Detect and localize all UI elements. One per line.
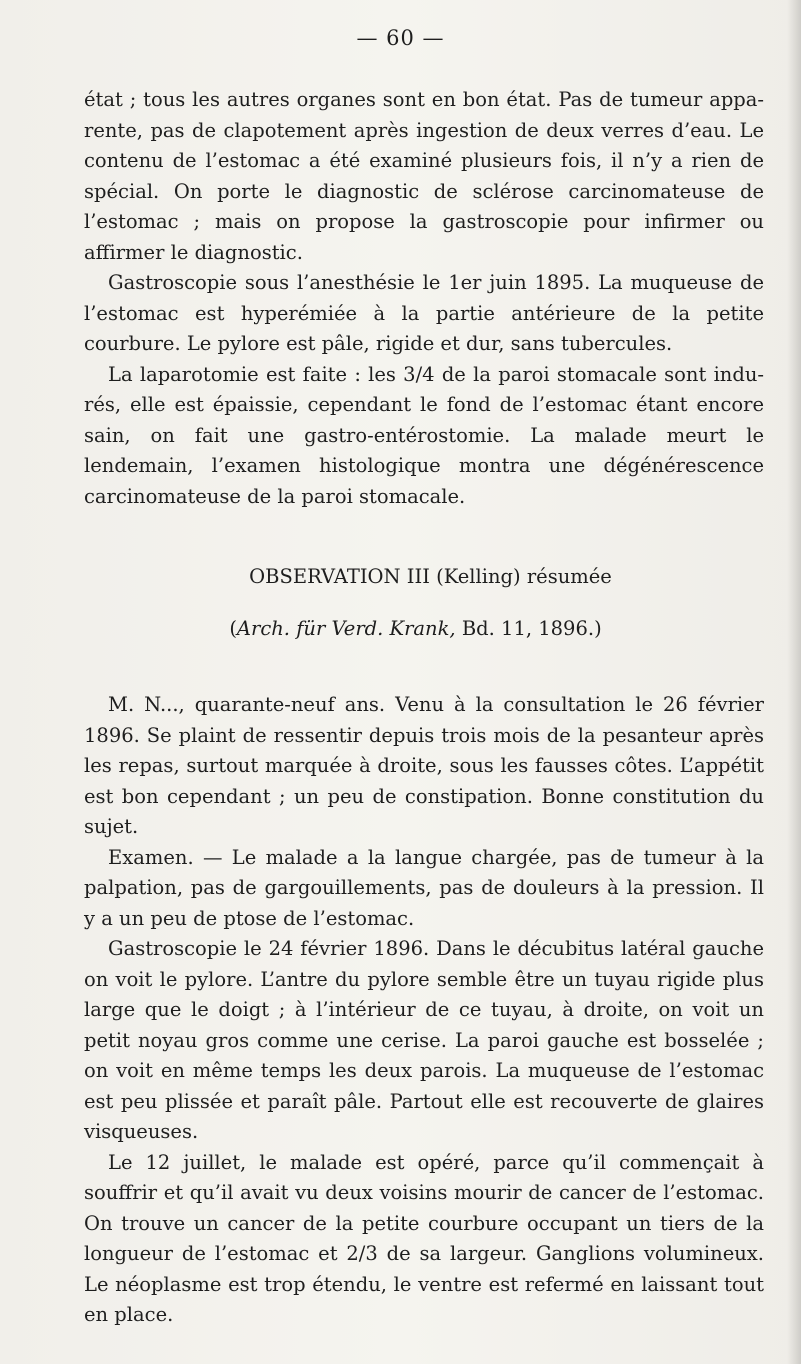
reference-line: [15, 617, 801, 640]
text-block-top: [84, 85, 764, 512]
paragraph: Gastroscopie le 24 février 1896. Dans le décubitus latéral gauche on voit le pylore. L’antre du pylore semble être un tuyau rigide plus large que le doigt ; à l’intérieur de ce tuyau, à droite, on voit un petit noyau gros comme une cerise. La paroi gauche est bosselée ; on voit en même temps les deux parois. La muqueuse de l’estomac est peu plissée et paraît pâle. Partout elle est recouverte de glaires visqueuses.: [84, 937, 764, 1143]
text-block-bottom: [84, 690, 764, 1331]
page-edge-shadow: [787, 0, 801, 1364]
reference-journal: Arch. für Verd. Krank,: [236, 617, 456, 640]
paragraph: Examen. — Le malade a la langue chargée, pas de tumeur à la palpation, pas de gargouillements, pas de douleurs à la pression. Il y a un peu de ptose de l’estomac.: [84, 845, 764, 930]
reference-open: (: [229, 617, 237, 640]
paragraph: état ; tous les autres organes sont en bon état. Pas de tumeur apparente, pas de clapotement après ingestion de deux verres d’eau. Le contenu de l’estomac a été examiné plusieurs fois, il n’y a rien de spécial. On porte le diagnostic de sclérose carcinomateuse de l’estomac ; mais on propose la gastroscopie pour infirmer ou affirmer le diagnostic.: [84, 88, 764, 264]
paragraph: Le 12 juillet, le malade est opéré, parce qu’il commençait à souffrir et qu’il avait vu deux voisins mourir de cancer de l’estomac. On trouve un cancer de la petite courbure occupant un tiers de la longueur de l’estomac et 2/3 de sa largeur. Ganglions volumineux. Le néoplasme est trop étendu, le ventre est refermé en laissant tout en place.: [84, 1150, 764, 1326]
paragraph: La laparotomie est faite : les 3/4 de la paroi stomacale sont indurés, elle est épaissie, cependant le fond de l’estomac étant encore sain, on fait une gastro-entérostomie. La malade meurt le lendemain, l’examen histologique montra une dégénérescence carcinomateuse de la paroi stomacale.: [84, 362, 764, 508]
paragraph: Gastroscopie sous l’anesthésie le 1er juin 1895. La muqueuse de l’estomac est hyperémiée à la partie antérieure de la petite courbure. Le pylore est pâle, rigide et dur, sans tubercules.: [84, 271, 764, 355]
page-number: — 60 —: [356, 26, 445, 50]
reference-volume: Bd. 11, 1896.): [455, 617, 602, 640]
observation-heading: OBSERVATION III (Kelling) résumée: [249, 565, 612, 588]
paragraph: M. N..., quarante-neuf ans. Venu à la consultation le 26 février 1896. Se plaint de ressentir depuis trois mois de la pesanteur après les repas, surtout marquée à droite, sous les fausses côtes. L’appétit est bon cependant ; un peu de constipation. Bonne constitution du sujet.: [84, 693, 764, 838]
